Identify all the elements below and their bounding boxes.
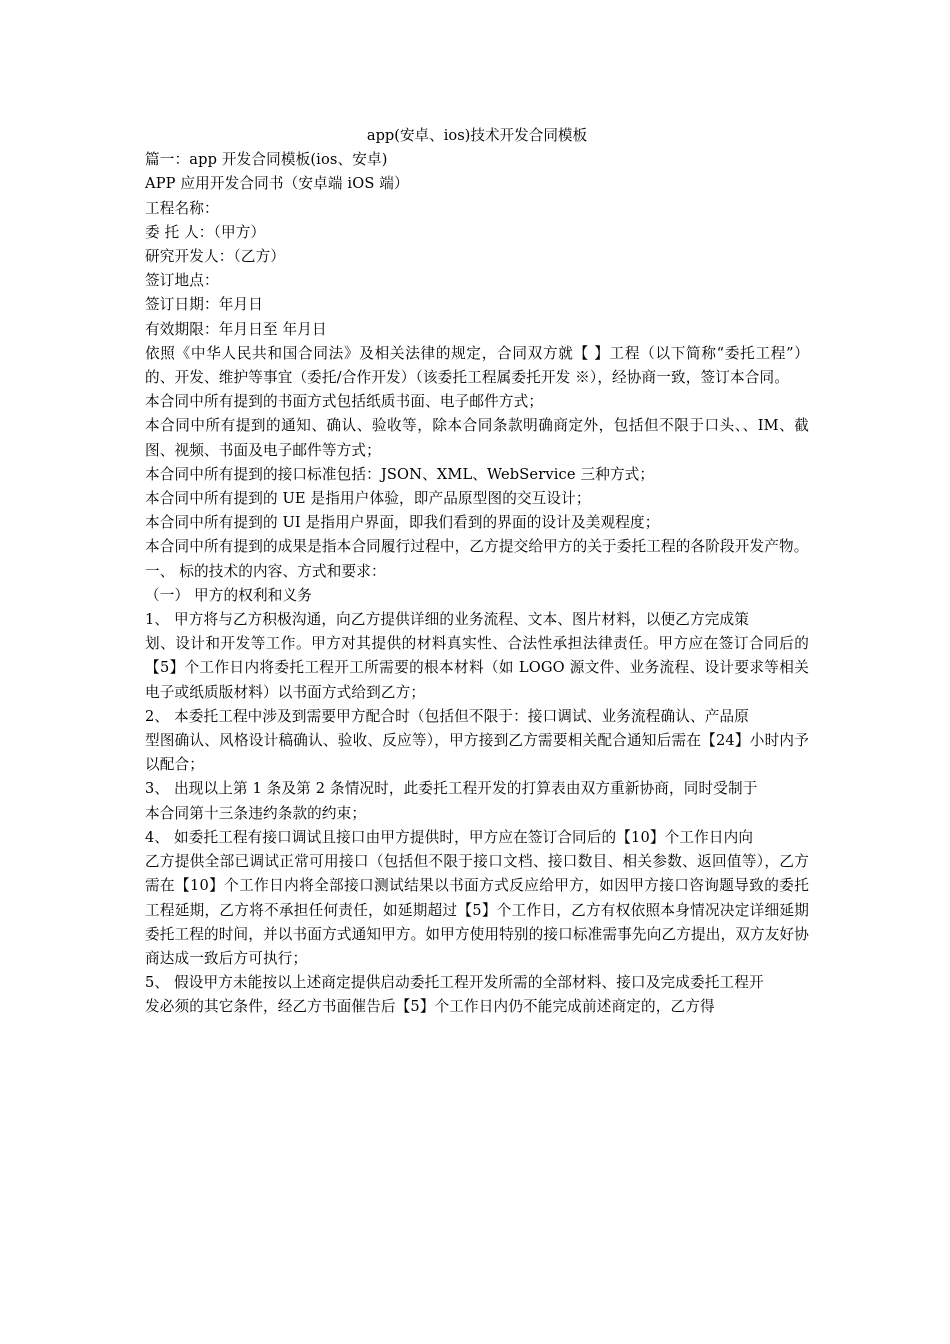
paragraph: 本合同中所有提到的书面方式包括纸质书面、电子邮件方式； <box>145 393 544 411</box>
paragraph: 2、 本委托工程中涉及到需要甲方配合时（包括但不限于：接口调试、业务流程确认、产品原 <box>145 707 749 725</box>
paragraph: 本合同中所有提到的 UI 是指用户界面，即我们看到的界面的设计及美观程度； <box>145 514 660 532</box>
paragraph: 划、设计和开发等工作。甲方对其提供的材料真实性、合法性承担法律责任。甲方应在签订合同后的【5】个工作日内将委托工程开工所需要的根本材料（如 LOGO 源文件、业务流程、设计要求等相关电子或纸质版材料）以书面方式给到乙方； <box>145 635 809 701</box>
paragraph: 乙方提供全部已调试正常可用接口（包括但不限于接口文档、接口数目、相关参数、返回值等），乙方需在【10】个工作日内将全部接口测试结果以书面方式反应给甲方，如因甲方接口咨询题导致的委托工程延期，乙方将不承担任何责任，如延期超过【5】个工作日，乙方有权依照本身情况决定详细延期委托工程的时间，并以书面方式通知甲方。如甲方使用特别的接口标准需事先向乙方提出，双方友好协商达成一致后方可执行； <box>145 853 809 967</box>
paragraph: 本合同中所有提到的成果是指本合同履行过程中，乙方提交给甲方的关于委托工程的各阶段开发产物。 <box>145 538 809 556</box>
paragraph: 签订地点： <box>145 272 219 290</box>
paragraph: 本合同中所有提到的接口标准包括：JSON、XML、WebService 三种方式； <box>145 465 655 483</box>
paragraph: 工程名称： <box>145 199 219 217</box>
paragraph: 研究开发人：（乙方） <box>145 248 286 266</box>
paragraph: 本合同第十三条违约条款的约束； <box>145 804 367 822</box>
paragraph: 依照《中华人民共和国合同法》及相关法律的规定，合同双方就【 】工程（以下简称“委托工程”）的、开发、维护等事宜（委托/合作开发）（该委托工程属委托开发 ※），经协商一致，签订本合同。 <box>145 344 809 387</box>
paragraph: 型图确认、风格设计稿确认、验收、反应等），甲方接到乙方需要相关配合通知后需在【24】小时内予以配合； <box>145 732 809 774</box>
document-body <box>145 124 809 1020</box>
paragraph: 1、 甲方将与乙方积极沟通，向乙方提供详细的业务流程、文本、图片材料，以便乙方完成策 <box>145 611 749 629</box>
paragraph: 4、 如委托工程有接口调试且接口由甲方提供时，甲方应在签订合同后的【10】个工作日内向 <box>145 828 754 846</box>
paragraph: 本合同中所有提到的 UE 是指用户体验，即产品原型图的交互设计； <box>145 490 591 508</box>
paragraph: 发必须的其它条件，经乙方书面催告后【5】个工作日内仍不能完成前述商定的，乙方得 <box>145 998 715 1016</box>
paragraph: 本合同中所有提到的通知、确认、验收等，除本合同条款明确商定外，包括但不限于口头、、IM、截图、视频、书面及电子邮件等方式； <box>145 417 809 459</box>
paragraph: 5、 假设甲方未能按以上述商定提供启动委托工程开发所需的全部材料、接口及完成委托工程开 <box>145 974 764 992</box>
document-title: app(安卓、ios)技术开发合同模板 <box>366 127 588 144</box>
paragraph: APP 应用开发合同书（安卓端 iOS 端） <box>145 175 409 193</box>
subsection-heading: （一） 甲方的权利和义务 <box>145 586 312 604</box>
paragraph: 篇一：app 开发合同模板(ios、安卓) <box>145 151 388 169</box>
paragraph: 委 托 人：（甲方） <box>145 223 266 241</box>
paragraph: 签订日期：年月日 <box>145 296 263 314</box>
paragraph: 有效期限：年月日至 年月日 <box>145 320 327 338</box>
section-heading: 一、 标的技术的内容、方式和要求： <box>145 562 386 580</box>
paragraph: 3、 出现以上第 1 条及第 2 条情况时，此委托工程开发的打算表由双方重新协商，同时受制于 <box>145 780 758 798</box>
